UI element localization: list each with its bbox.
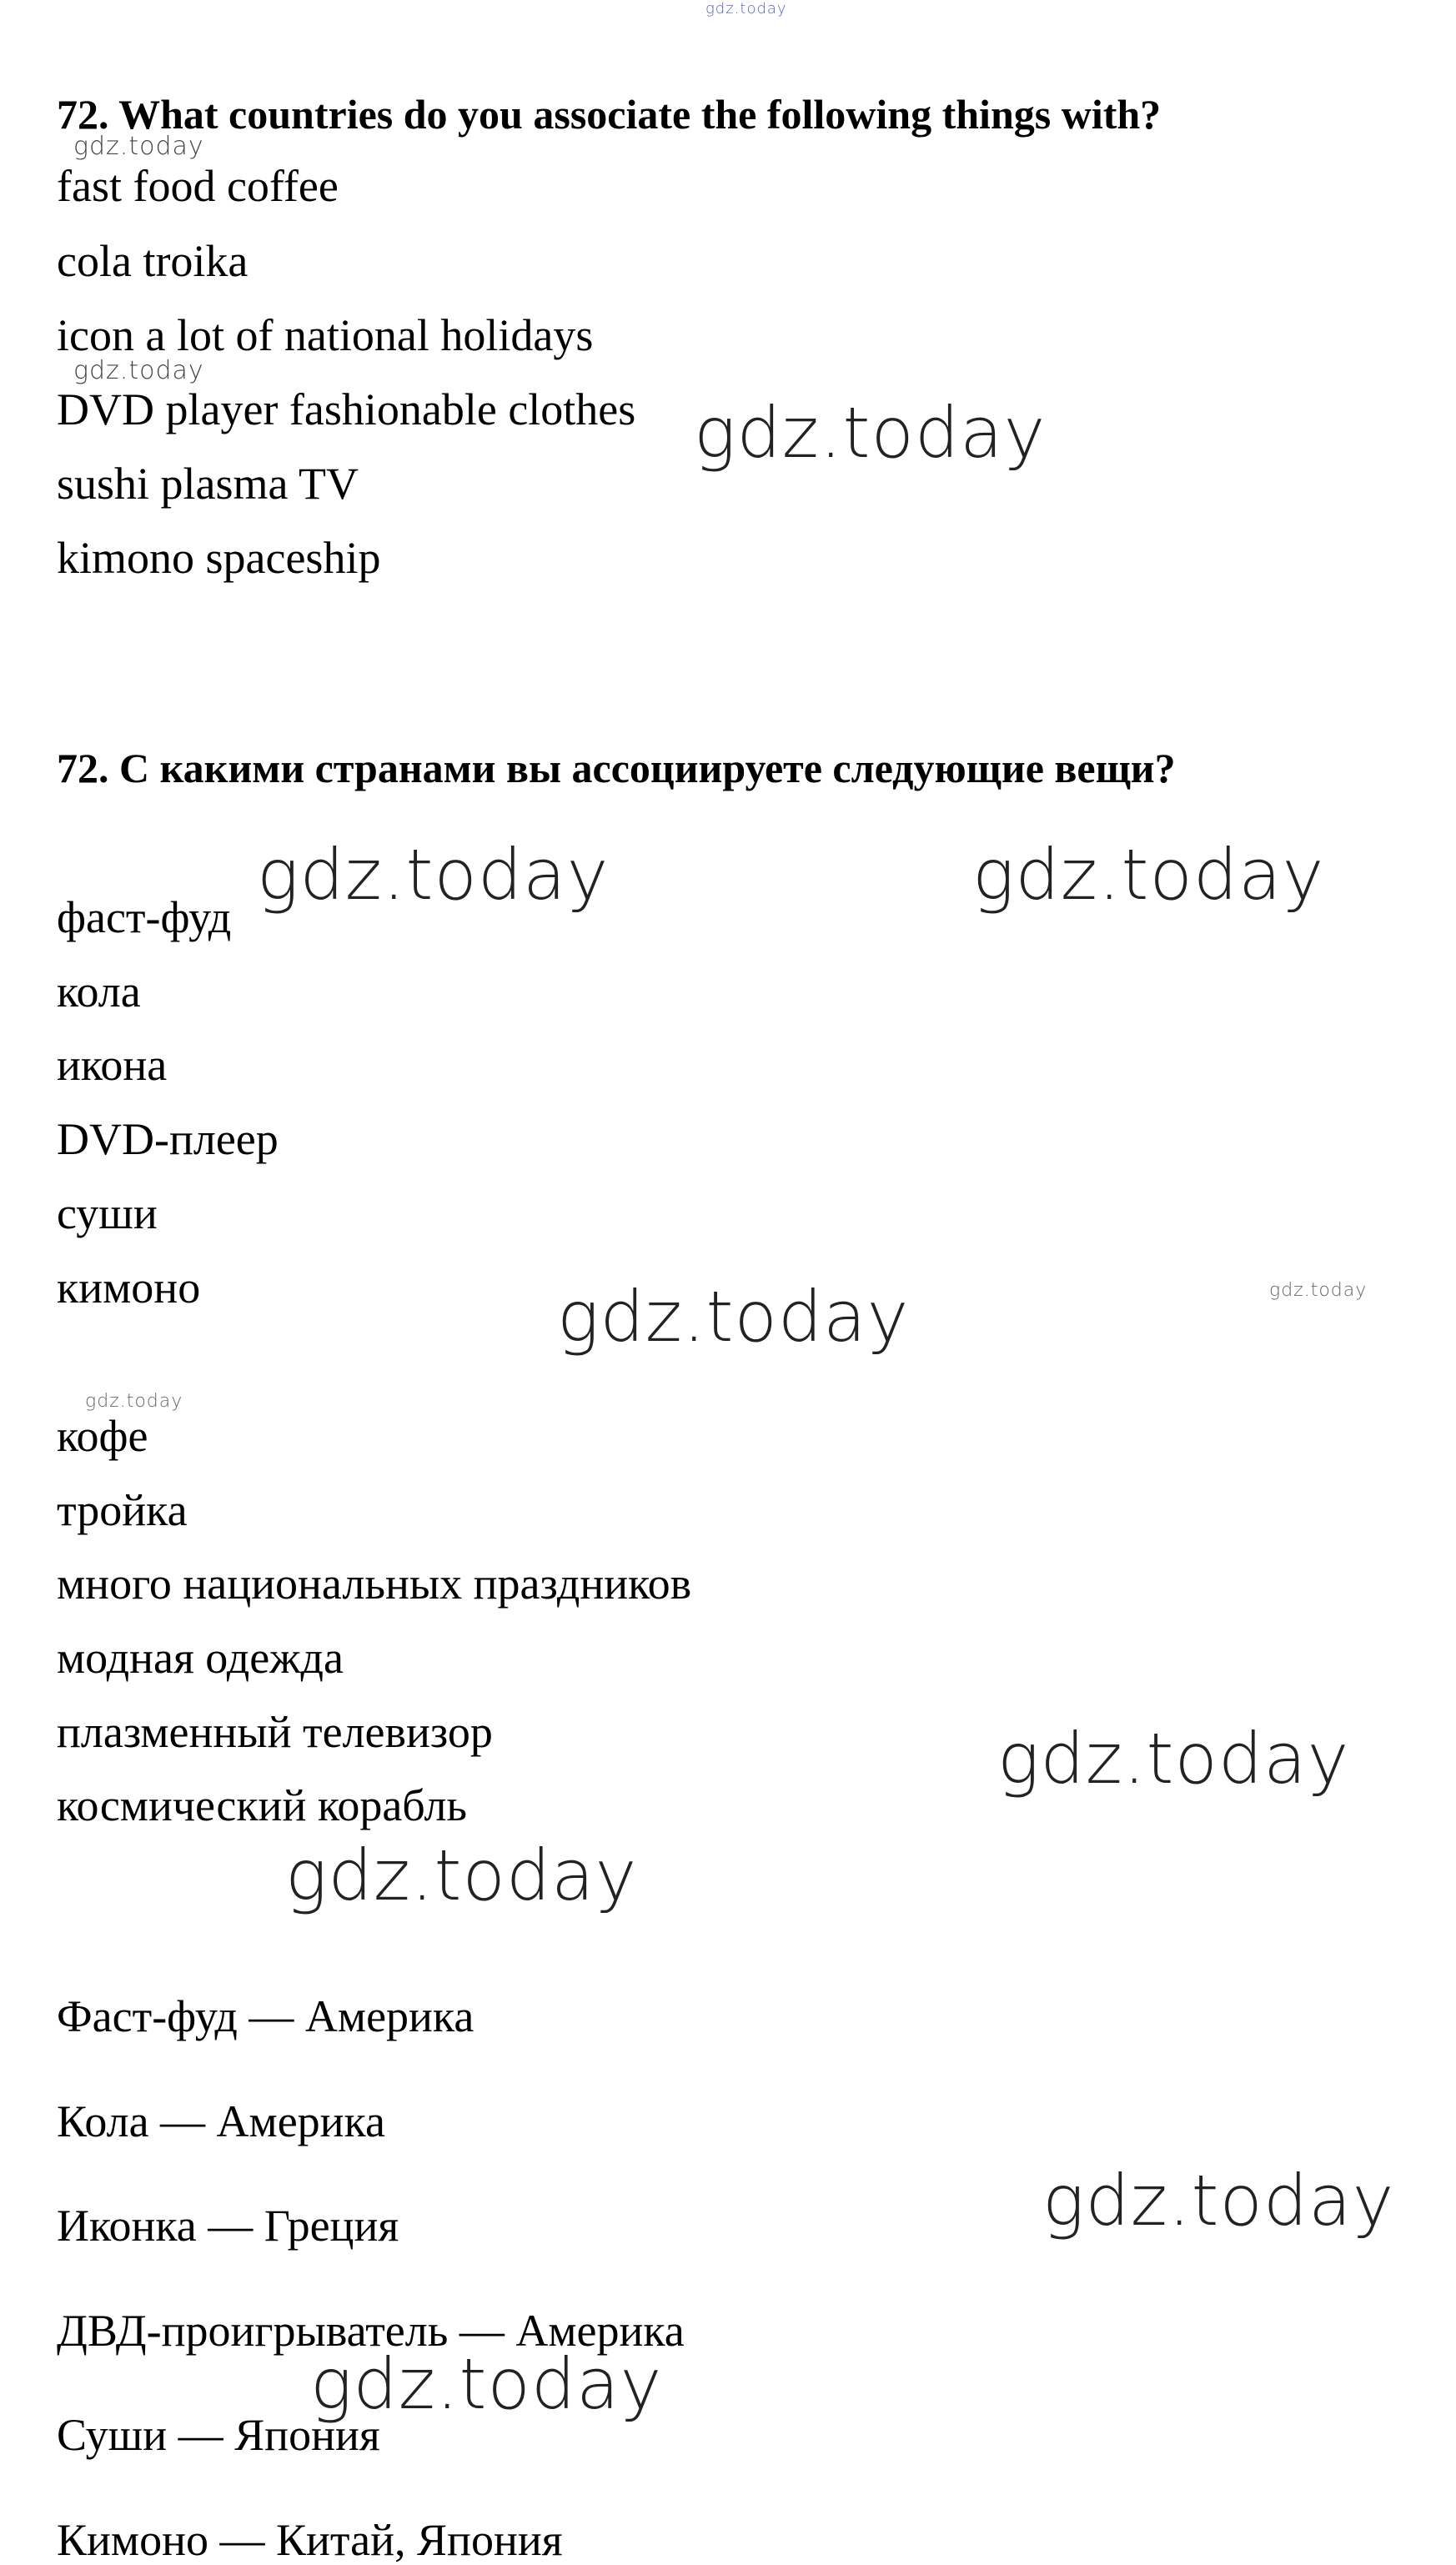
russian-item: кола (57, 966, 141, 1016)
watermark: gdz.today (310, 2343, 663, 2425)
russian-item: тройка (57, 1485, 188, 1535)
answer-line: Фаст-фуд — Америка (57, 1991, 474, 2041)
answer-line: Иконка — Греция (57, 2201, 399, 2251)
watermark: gdz.today (972, 834, 1325, 916)
answer-line: ДВД-проигрыватель — Америка (57, 2306, 685, 2356)
english-line: cola troika (57, 236, 249, 286)
russian-item: плазменный телевизор (57, 1707, 493, 1757)
answer-line: Суши — Япония (57, 2410, 380, 2460)
answer-line: Кимоно — Китай, Япония (57, 2515, 563, 2565)
watermark-top: gdz.today (705, 0, 787, 18)
english-line: kimono spaceship (57, 533, 381, 583)
russian-item: много национальных праздников (57, 1559, 692, 1609)
russian-item: икона (57, 1040, 168, 1090)
answer-line: Кола — Америка (57, 2096, 385, 2146)
watermark: gdz.today (1269, 1280, 1368, 1301)
watermark: gdz.today (557, 1276, 910, 1358)
english-line: DVD player fashionable clothes (57, 384, 636, 434)
english-line: sushi plasma TV (57, 459, 359, 509)
english-line: icon a lot of national holidays (57, 310, 594, 360)
russian-item: DVD-плеер (57, 1114, 279, 1164)
watermark: gdz.today (85, 1391, 183, 1412)
watermark: gdz.today (285, 1835, 638, 1916)
russian-title: 72. С какими странами вы ассоциируете следующие вещи? (57, 745, 1176, 791)
watermark: gdz.today (257, 834, 610, 916)
english-title: 72. What countries do you associate the following things with? (57, 91, 1162, 138)
english-line: fast food coffee (57, 161, 339, 211)
russian-item: кофе (57, 1411, 148, 1461)
watermark: gdz.today (1042, 2160, 1395, 2241)
watermark: gdz.today (73, 132, 204, 161)
russian-item: космический корабль (57, 1780, 468, 1830)
watermark: gdz.today (73, 356, 204, 385)
russian-item: фаст-фуд (57, 892, 232, 942)
watermark: gdz.today (997, 1718, 1350, 1800)
russian-item: модная одежда (57, 1633, 344, 1683)
russian-item: кимоно (57, 1262, 201, 1313)
watermark: gdz.today (694, 392, 1047, 474)
russian-item: суши (57, 1188, 158, 1238)
